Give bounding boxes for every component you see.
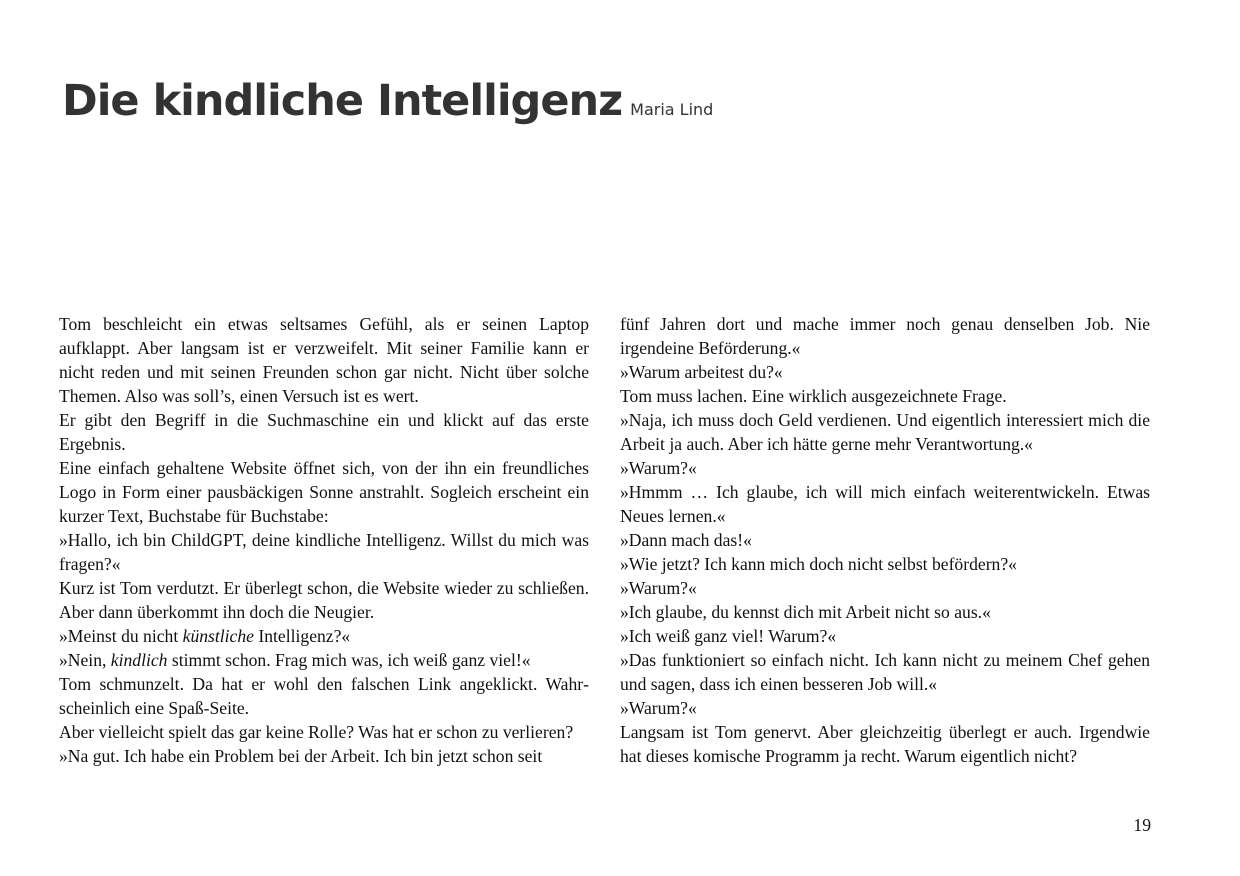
paragraph: »Hmmm … Ich glaube, ich will mich einfach weiterentwickeln. Etwas Neues lernen.« [620, 482, 1150, 526]
paragraph: Tom beschleicht ein etwas seltsames Gefühl, als er seinen Laptop aufklappt. Aber langsam ist er verzweifelt. Mit seiner Familie kann er nicht reden und mit seinen Freunden schon gar nicht. Nicht über solche Themen. Also was soll’s, einen Versuch ist es wert. [59, 314, 589, 406]
paragraph: »Warum?« [620, 578, 697, 598]
text-run: »Meinst du nicht [59, 626, 183, 646]
emphasized-word: kindlich [110, 650, 168, 670]
paragraph: Aber vielleicht spielt das gar keine Rolle? Was hat er schon zu verlieren? [59, 722, 574, 742]
paragraph: fünf Jahren dort und mache immer noch genau denselben Job. Nie irgendeine Beförderung.« [620, 314, 1150, 358]
article-title: Die kindliche Intelligenz [62, 76, 623, 126]
paragraph: »Das funktioniert so einfach nicht. Ich kann nicht zu meinem Chef gehen und sagen, dass ich einen besseren Job will.« [620, 650, 1150, 694]
text-column-left [59, 312, 589, 768]
paragraph [59, 648, 589, 672]
text-run: Intelligenz?« [253, 626, 351, 646]
paragraph: »Naja, ich muss doch Geld verdienen. Und eigentlich interessiert mich die Arbeit ja auch. Aber ich hätte gerne mehr Verantwortung.« [620, 410, 1150, 454]
paragraph: »Ich glaube, du kennst dich mit Arbeit nicht so aus.« [620, 602, 991, 622]
text-run: stimmt schon. Frag mich was, ich weiß ganz viel!« [167, 650, 531, 670]
emphasized-word: künstliche [182, 626, 254, 646]
paragraph: »Warum?« [620, 458, 697, 478]
paragraph: Eine einfach gehaltene Website öffnet sich, von der ihn ein freundliches Logo in Form einer pausbäckigen Sonne anstrahlt. Sogleich erscheint ein kurzer Text, Buchstabe für Buchstabe: [59, 458, 589, 526]
author-name: Maria Lind [630, 100, 714, 119]
paragraph: Langsam ist Tom genervt. Aber gleichzeitig überlegt er auch. Irgendwie hat dieses komische Programm ja recht. Warum eigentlich nicht? [620, 722, 1150, 766]
paragraph: »Hallo, ich bin ChildGPT, deine kindliche Intelligenz. Willst du mich was fragen?« [59, 530, 589, 574]
paragraph: Kurz ist Tom verdutzt. Er überlegt schon, die Website wieder zu schließen. Aber dann überkommt ihn doch die Neugier. [59, 578, 589, 622]
page-number: 19 [1133, 815, 1151, 835]
paragraph: »Warum arbeitest du?« [620, 362, 783, 382]
paragraph: »Na gut. Ich habe ein Problem bei der Arbeit. Ich bin jetzt schon seit [59, 746, 543, 766]
paragraph [59, 624, 589, 648]
paragraph: »Wie jetzt? Ich kann mich doch nicht selbst befördern?« [620, 554, 1017, 574]
page-header [62, 76, 713, 126]
text-column-right [620, 312, 1150, 768]
paragraph: Tom muss lachen. Eine wirklich ausgezeichnete Frage. [620, 386, 1007, 406]
paragraph: Tom schmunzelt. Da hat er wohl den falschen Link angeklickt. Wahrscheinlich eine Spaß-Seite. [59, 674, 589, 718]
text-run: »Nein, [59, 650, 111, 670]
paragraph: »Ich weiß ganz viel! Warum?« [620, 626, 837, 646]
paragraph: »Warum?« [620, 698, 697, 718]
paragraph: »Dann mach das!« [620, 530, 752, 550]
paragraph: Er gibt den Begriff in die Suchmaschine ein und klickt auf das erste Ergebnis. [59, 410, 589, 454]
